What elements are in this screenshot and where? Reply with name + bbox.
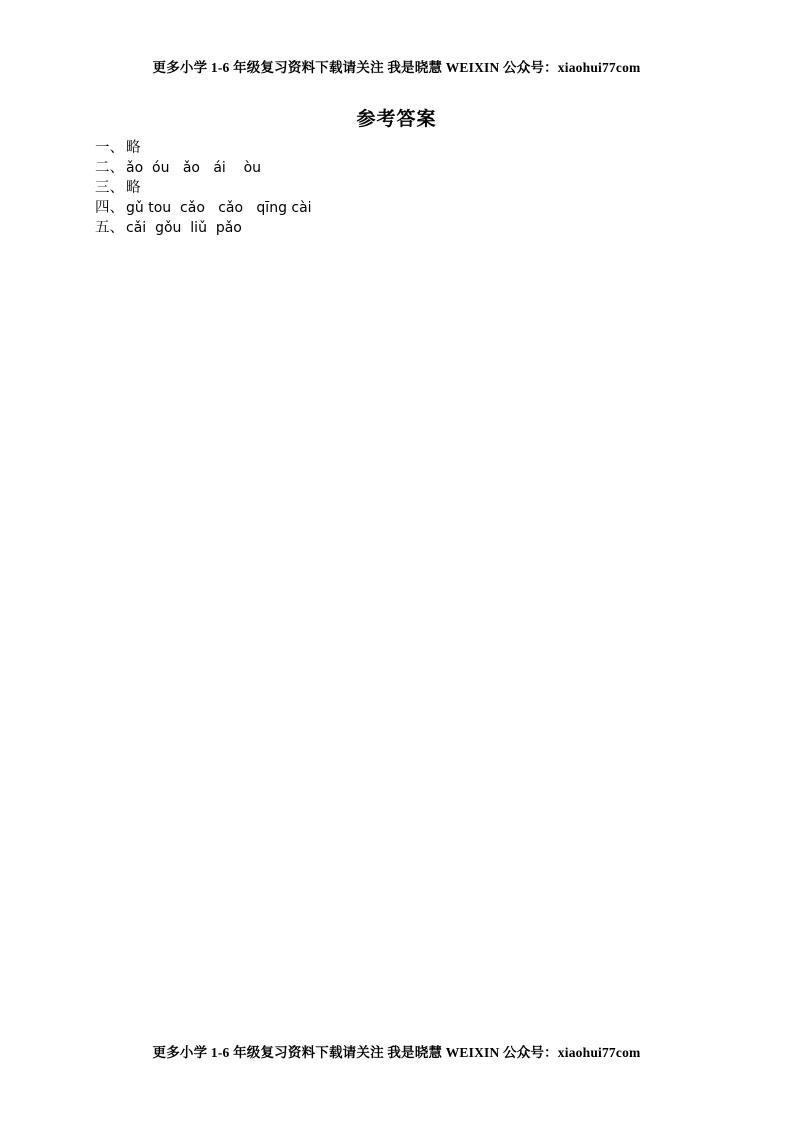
list-item bbox=[95, 196, 715, 216]
list-item bbox=[95, 156, 715, 176]
answer-text: ǎo óu ǎo ái òu bbox=[126, 160, 262, 176]
answer-number: 二、 bbox=[95, 160, 124, 176]
answer-number: 五、 bbox=[95, 220, 124, 236]
answer-text: cǎi gǒu liǔ pǎo bbox=[126, 220, 242, 236]
answer-text: 略 bbox=[126, 180, 141, 196]
header-promo-note: 更多小学 1-6 年级复习资料下载请关注 我是晓慧 WEIXIN 公众号：xiaohui77com bbox=[152, 60, 641, 75]
footer-promo-note: 更多小学 1-6 年级复习资料下载请关注 我是晓慧 WEIXIN 公众号：xiaohui77com bbox=[152, 1045, 641, 1060]
page-title: 参考答案 bbox=[356, 108, 437, 130]
list-item bbox=[95, 176, 715, 196]
answer-list bbox=[95, 136, 715, 236]
list-item bbox=[95, 136, 715, 156]
answer-number: 三、 bbox=[95, 180, 124, 196]
answer-number: 一、 bbox=[95, 140, 124, 156]
list-item bbox=[95, 216, 715, 236]
answer-text: 略 bbox=[126, 140, 141, 156]
answer-text: gǔ tou cǎo cǎo qīng cài bbox=[126, 200, 312, 216]
answer-number: 四、 bbox=[95, 200, 124, 216]
